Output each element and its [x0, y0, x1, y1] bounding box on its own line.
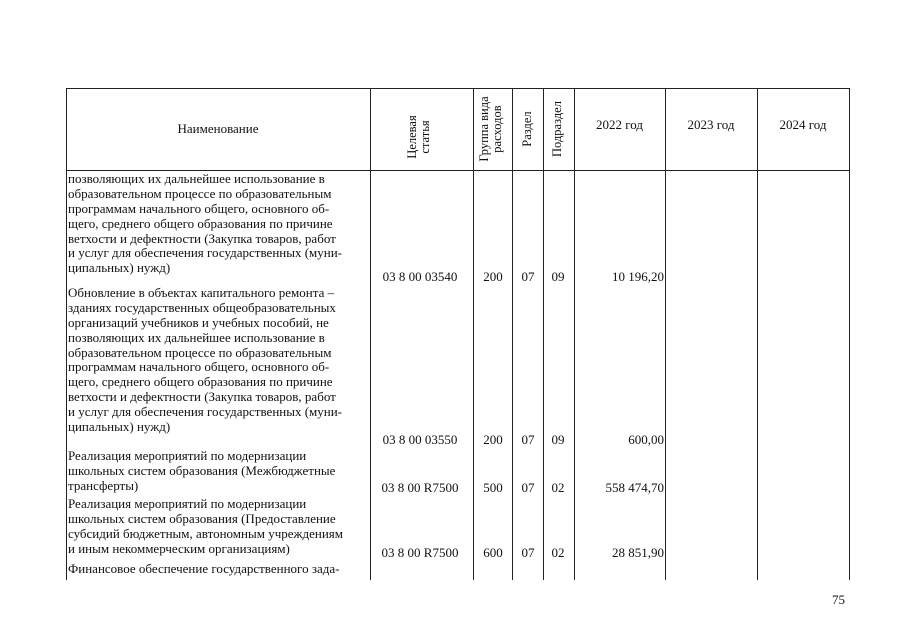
header-expense-group-line1: Группа вида — [477, 96, 491, 162]
header-target-article-line2: статья — [418, 120, 432, 154]
row-3-description — [68, 497, 370, 557]
row-3-code: 03 8 00 R7500 — [381, 545, 459, 560]
row-1-line-2: организаций учебников и учебных пособий, не — [68, 314, 329, 330]
header-2024: 2024 год — [779, 117, 827, 132]
row-1-line-4: образовательном процессе по образовательным — [68, 344, 332, 360]
col-border-1 — [370, 88, 371, 580]
col-border-4 — [543, 88, 544, 580]
col-border-8 — [849, 88, 850, 580]
row-1-line-8: и услуг для обеспечения государственных (муни- — [68, 404, 343, 420]
row-2-group: 500 — [483, 480, 503, 495]
row-1-line-7: ветхости и дефектности (Закупка товаров, работ — [68, 389, 336, 405]
row-1-line-6: щего, среднего общего образования по причине — [68, 374, 333, 390]
row-0-code: 03 8 00 03540 — [382, 269, 458, 284]
row-0-line-4: ветхости и дефектности (Закупка товаров, работ — [68, 230, 336, 246]
col-border-6 — [665, 88, 666, 580]
row-4-description — [68, 562, 370, 577]
header-2022: 2022 год — [596, 117, 643, 132]
row-4-line-0: Финансовое обеспечение государственного зада- — [68, 561, 340, 576]
row-3-line-0: Реализация мероприятий по модернизации — [68, 496, 307, 511]
row-1-description — [68, 286, 370, 435]
row-1-line-9: ципальных) нужд) — [68, 419, 171, 435]
row-0-amount-2022: 10 196,20 — [612, 269, 664, 284]
row-2-section: 07 — [521, 480, 535, 495]
row-2-subsection: 02 — [551, 480, 565, 495]
row-1-subsection: 09 — [551, 432, 565, 447]
row-2-line-1: школьных систем образования (Межбюджетные — [68, 462, 336, 478]
row-0-line-3: щего, среднего общего образования по причине — [68, 215, 333, 231]
row-3-line-2: субсидий бюджетным, автономным учреждениям — [68, 525, 343, 541]
row-0-line-5: и услуг для обеспечения государственных (муни- — [68, 245, 343, 261]
header-subsection: Подраздел — [550, 101, 564, 157]
row-0-subsection: 09 — [551, 269, 565, 284]
header-expense-group-line2: расходов — [490, 105, 504, 153]
row-2-amount-2022: 558 474,70 — [605, 480, 664, 495]
col-border-7 — [757, 88, 758, 580]
row-0-description — [68, 172, 370, 276]
page-number: 75 — [832, 592, 845, 607]
row-1-group: 200 — [483, 432, 503, 447]
header-section: Раздел — [520, 111, 534, 147]
row-3-group: 600 — [483, 545, 503, 560]
row-3-section: 07 — [521, 545, 535, 560]
row-0-line-0: позволяющих их дальнейшее использование в — [68, 171, 325, 186]
row-2-code: 03 8 00 R7500 — [381, 480, 459, 495]
row-1-code: 03 8 00 03550 — [382, 432, 458, 447]
col-border-2 — [473, 88, 474, 580]
header-expense-group — [478, 89, 508, 169]
row-3-line-3: и иным некоммерческим организациям) — [68, 540, 290, 556]
table-top-border — [66, 88, 850, 89]
row-0-section: 07 — [521, 269, 535, 284]
col-border-5 — [574, 88, 575, 580]
row-1-line-1: зданиях государственных общеобразовательных — [68, 299, 336, 315]
row-0-line-6: ципальных) нужд) — [68, 260, 171, 276]
col-border-0 — [66, 88, 67, 580]
row-3-line-1: школьных систем образования (Предоставление — [68, 510, 336, 526]
col-border-3 — [512, 88, 513, 580]
row-1-line-5: программам начального общего, основного об- — [68, 359, 330, 375]
header-name: Наименование — [177, 121, 259, 136]
header-2023: 2023 год — [687, 117, 735, 132]
row-0-line-2: программам начального общего, основного об- — [68, 200, 330, 216]
row-1-amount-2022: 600,00 — [628, 432, 664, 447]
row-1-section: 07 — [521, 432, 535, 447]
row-2-line-0: Реализация мероприятий по модернизации — [68, 448, 307, 463]
row-1-line-3: позволяющих их дальнейшее использование в — [68, 329, 325, 345]
row-1-line-0: Обновление в объектах капитального ремонта – — [68, 285, 335, 300]
header-target-article — [406, 87, 436, 187]
row-2-line-2: трансферты) — [68, 477, 139, 493]
row-0-group: 200 — [483, 269, 503, 284]
row-0-line-1: образовательном процессе по образовательным — [68, 185, 332, 201]
row-3-subsection: 02 — [551, 545, 565, 560]
row-2-description — [68, 449, 370, 494]
header-target-article-line1: Целевая — [405, 115, 419, 159]
row-3-amount-2022: 28 851,90 — [612, 545, 664, 560]
